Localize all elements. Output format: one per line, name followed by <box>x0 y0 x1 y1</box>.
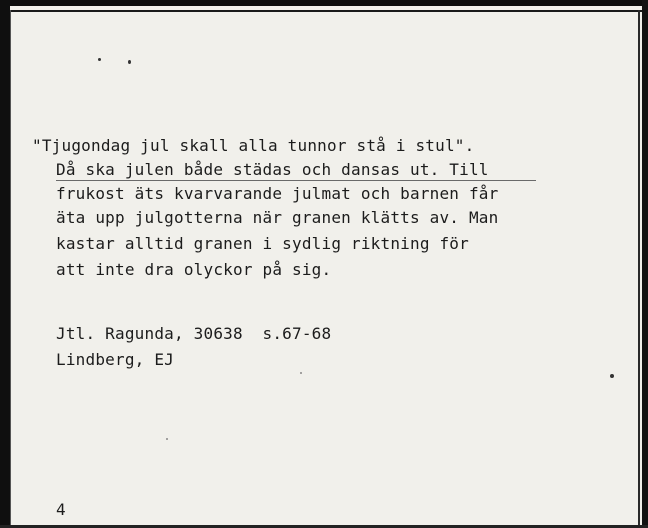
reference-location: Jtl. Ragunda, 30638 s.67-68 <box>56 324 332 343</box>
scan-left-border <box>0 0 10 528</box>
card-right-rule <box>638 10 640 528</box>
handwritten-underline <box>56 180 536 181</box>
paper-speck <box>166 438 168 440</box>
card-text-line: "Tjugondag jul skall alla tunnor stå i stul". <box>32 136 475 155</box>
paper-speck <box>98 58 101 61</box>
scan-top-border <box>0 0 648 6</box>
card-text-line: att inte dra olyckor på sig. <box>56 260 332 279</box>
card-text-line: Då ska julen både städas och dansas ut. Till <box>56 160 489 179</box>
card-text-line: kastar alltid granen i sydlig riktning för <box>56 234 469 253</box>
paper-speck <box>128 60 131 64</box>
paper-speck <box>610 374 614 378</box>
card-number: 4 <box>56 500 66 519</box>
paper-speck <box>300 372 302 374</box>
card-text-line: äta upp julgotterna när granen klätts av. Man <box>56 208 499 227</box>
card-text-line: frukost äts kvarvarande julmat och barnen får <box>56 184 499 203</box>
card-left-rule <box>10 10 11 528</box>
card-top-rule <box>0 10 648 12</box>
reference-collector: Lindberg, EJ <box>56 350 174 369</box>
scan-right-border <box>642 0 648 528</box>
